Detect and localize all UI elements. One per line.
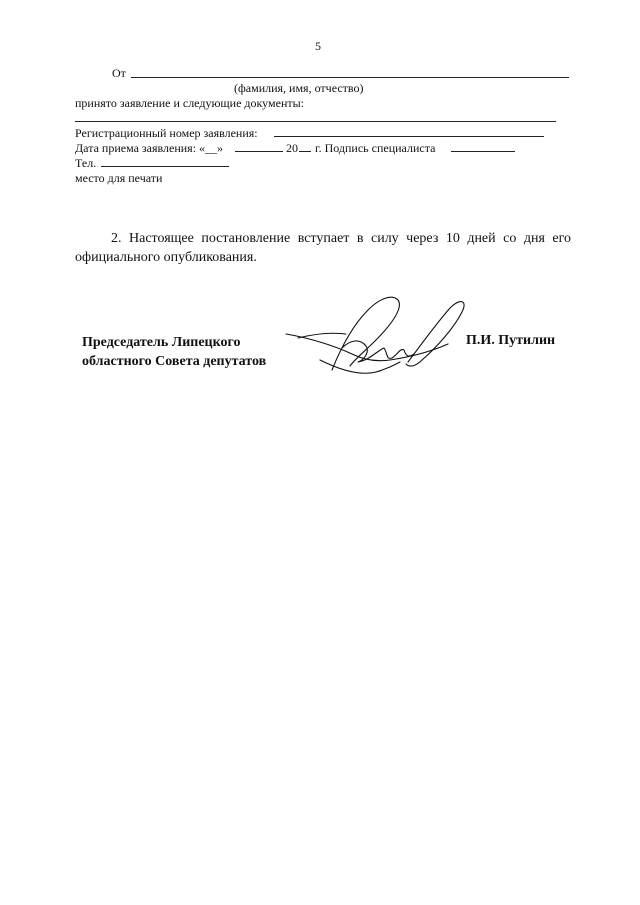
from-underline	[131, 77, 569, 78]
phone-underline	[101, 166, 229, 167]
accepted-text: принято заявление и следующие документы:	[75, 96, 305, 110]
year-prefix: 20	[286, 141, 298, 155]
reg-number-label: Регистрационный номер заявления:	[75, 126, 258, 140]
clause-text: 2. Настоящее постановление вступает в силу через 10 дней со дня его официального опубликования.	[75, 231, 571, 265]
year-underline	[299, 151, 311, 152]
stamp-place: место для печати	[75, 171, 163, 185]
from-label: От	[112, 66, 126, 80]
specialist-signature-underline	[451, 151, 515, 152]
reg-number-underline	[274, 136, 544, 137]
name-hint: (фамилия, имя, отчество)	[234, 81, 364, 95]
signer-name: П.И. Путилин	[466, 333, 556, 348]
documents-underline	[75, 121, 556, 122]
page-number: 5	[315, 39, 321, 53]
date-month-underline	[235, 151, 283, 152]
signer-title-line1: Председатель Липецкого	[82, 335, 241, 350]
clause-paragraph	[75, 229, 571, 267]
date-label: Дата приема заявления: «__»	[75, 141, 224, 155]
handwritten-signature	[280, 290, 470, 385]
signer-title-line2: областного Совета депутатов	[82, 354, 267, 369]
phone-label: Тел.	[75, 156, 97, 170]
year-suffix: г. Подпись специалиста	[315, 141, 436, 155]
